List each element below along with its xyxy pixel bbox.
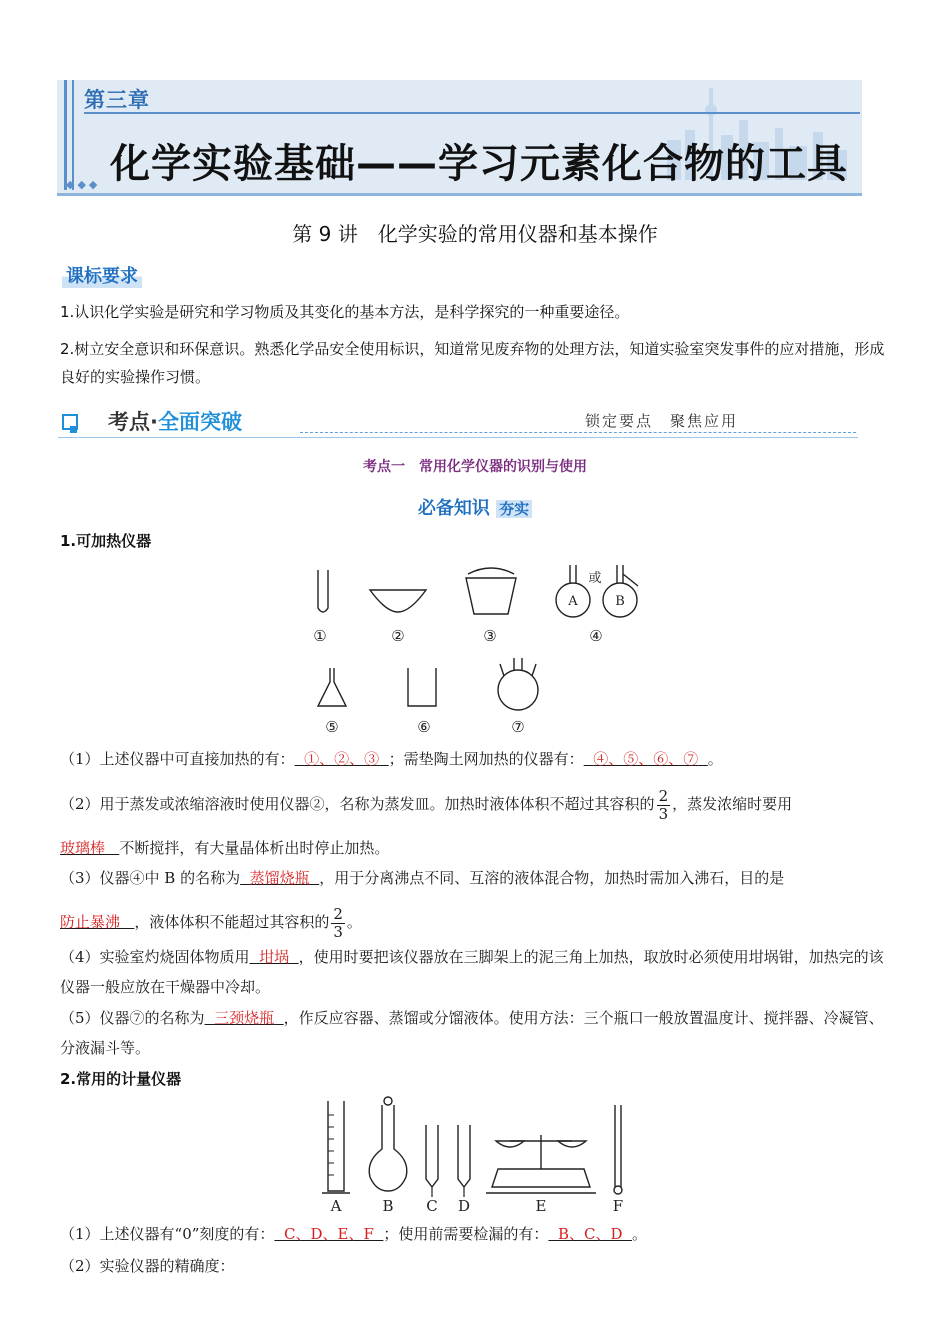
chapter-title: 化学实验基础——学习元素化合物的工具 xyxy=(110,141,848,187)
fraction-num: 2 xyxy=(658,786,669,805)
topic-title: 考点一 常用化学仪器的识别与使用 xyxy=(363,459,587,475)
answer xyxy=(548,1225,632,1243)
fig-label-3: ③ xyxy=(483,627,497,645)
question-1-5 xyxy=(60,1003,895,1063)
lesson-title: 第 9 讲 化学实验的常用仪器和基本操作 xyxy=(292,222,658,246)
standards-heading: 课标要求 xyxy=(62,262,142,288)
kaodian-subtitle: 锁定要点 聚焦应用 xyxy=(585,412,739,430)
fig-label-7: ⑦ xyxy=(511,718,525,736)
standards-item-1: 1.认识化学实验是研究和学习物质及其变化的基本方法，是科学探究的一种重要途径。 xyxy=(60,303,630,321)
q-text: ，蒸发浓缩时要用 xyxy=(672,795,793,813)
diamond-decoration: ◆◆◆ xyxy=(66,178,101,191)
question-2-1 xyxy=(60,1219,895,1249)
evaporating-dish-icon xyxy=(370,590,426,612)
fig-or-label: 或 xyxy=(588,571,602,586)
answer xyxy=(584,750,708,768)
crucible-icon xyxy=(466,578,516,614)
knowledge-heading-a: 必备知识 xyxy=(417,498,490,519)
question-2-2: （2）实验仪器的精确度： xyxy=(60,1257,235,1275)
q-text: ，液体体积不能超过其容积的 xyxy=(134,913,330,931)
answer xyxy=(60,839,119,857)
answer-text: 玻璃棒 xyxy=(60,839,106,857)
fraction xyxy=(331,906,345,941)
answer-text: 坩埚 xyxy=(259,948,290,966)
kaodian-title xyxy=(108,406,242,436)
fig-label-6: ⑥ xyxy=(417,718,431,736)
fig-label-5: ⑤ xyxy=(325,718,339,736)
q-text: （4）实验室灼烧固体物质用 xyxy=(60,948,250,966)
question-1-4 xyxy=(60,942,895,1002)
answer-text: B、C、D xyxy=(557,1225,623,1243)
q-text: （2）用于蒸发或浓缩溶液时使用仪器②，名称为蒸发皿。加热时液体体积不超过其容积的 xyxy=(60,795,655,813)
kaodian-rule xyxy=(58,437,858,438)
answer xyxy=(240,869,319,887)
q-text: ，作反应容器、蒸馏或分馏液体。使用方法：三个瓶口一般放置温度计、搅拌器、冷凝管、分液漏斗等。 xyxy=(60,1009,884,1057)
question-1-1 xyxy=(60,744,895,774)
measure-label-e: E xyxy=(535,1197,547,1215)
answer xyxy=(274,1225,383,1243)
answer-text: ④、⑤、⑥、⑦ xyxy=(593,750,699,768)
q-text: 。 xyxy=(346,913,362,931)
banner-vbar xyxy=(72,80,74,190)
q-text: （3）仪器④中 B 的名称为 xyxy=(60,869,241,887)
kaodian-title-a: 考点· xyxy=(108,410,158,434)
answer-text: C、D、E、F xyxy=(283,1225,374,1243)
q-text: ；使用前需要检漏的有： xyxy=(383,1225,549,1243)
q-text: 。 xyxy=(707,750,723,768)
q-text: ，用于分离沸点不同、互溶的液体混合物，加热时需加入沸石，目的是 xyxy=(319,869,785,887)
balance-icon xyxy=(492,1169,590,1187)
thermometer-icon xyxy=(615,1105,621,1187)
fig-a-label: A xyxy=(568,594,578,609)
measure-label-a: A xyxy=(330,1197,342,1215)
graduated-cylinder-icon xyxy=(322,1101,350,1193)
knowledge-heading xyxy=(0,494,950,520)
knowledge-heading-b: 夯实 xyxy=(496,500,532,518)
answer xyxy=(250,948,299,966)
section-heading-heatable: 1.可加热仪器 xyxy=(60,532,152,550)
measure-label-b: B xyxy=(382,1197,394,1215)
q-text: 。 xyxy=(632,1225,648,1243)
answer-text: 三颈烧瓶 xyxy=(214,1009,275,1027)
answer-text: 蒸馏烧瓶 xyxy=(249,869,310,887)
heatable-apparatus-figure xyxy=(290,560,650,740)
answer xyxy=(60,913,134,931)
base-burette-icon xyxy=(458,1125,470,1187)
kaodian-dashed-line xyxy=(300,432,856,433)
q-text: （5）仪器⑦的名称为 xyxy=(60,1009,205,1027)
section-heading-measuring: 2.常用的计量仪器 xyxy=(60,1070,182,1088)
fraction-den: 3 xyxy=(658,804,669,823)
fig-label-2: ② xyxy=(391,627,405,645)
measure-label-c: C xyxy=(426,1197,438,1215)
fig-label-4: ④ xyxy=(589,627,603,645)
measuring-apparatus-figure xyxy=(310,1095,640,1215)
beaker-icon xyxy=(408,668,436,706)
banner-underline xyxy=(57,193,862,196)
test-tube-icon xyxy=(318,570,328,612)
fig-label-1: ① xyxy=(313,627,327,645)
fig-b-label: B xyxy=(615,594,625,609)
answer-text: ①、②、③ xyxy=(304,750,380,768)
measure-label-d: D xyxy=(457,1197,471,1215)
q-text: ，使用时要把该仪器放在三脚架上的泥三角上加热，取放时必须使用坩埚钳，加热完的该仪器一般应放在干燥器中冷却。 xyxy=(60,948,884,996)
fraction-den: 3 xyxy=(333,922,343,941)
chapter-label: 第三章 xyxy=(84,88,150,112)
q-text: 不断搅拌，有大量晶体析出时停止加热。 xyxy=(119,839,390,857)
measure-label-f: F xyxy=(612,1197,624,1215)
question-1-3 xyxy=(60,856,895,944)
answer xyxy=(205,1009,284,1027)
answer-text: 防止暴沸 xyxy=(60,913,121,931)
standards-item-2: 2.树立安全意识和环保意识。熟悉化学品安全使用标识，知道常见废弃物的处理方法，知道实验室突发事件的应对措施，形成良好的实验操作习惯。 xyxy=(60,340,885,386)
conical-flask-icon xyxy=(318,668,346,706)
fraction-num: 2 xyxy=(333,904,343,923)
banner-vbar xyxy=(64,80,67,190)
chapter-divider xyxy=(84,112,860,114)
q-text: （1）上述仪器中可直接加热的有： xyxy=(60,750,295,768)
q-text: ；需垫陶土网加热的仪器有： xyxy=(388,750,584,768)
answer xyxy=(295,750,389,768)
fraction xyxy=(657,788,671,823)
square-icon xyxy=(70,426,77,433)
kaodian-title-b: 全面突破 xyxy=(157,410,242,434)
acid-burette-icon xyxy=(426,1125,438,1187)
q-text: （1）上述仪器有“0”刻度的有： xyxy=(60,1225,275,1243)
volumetric-flask-icon xyxy=(369,1105,407,1191)
